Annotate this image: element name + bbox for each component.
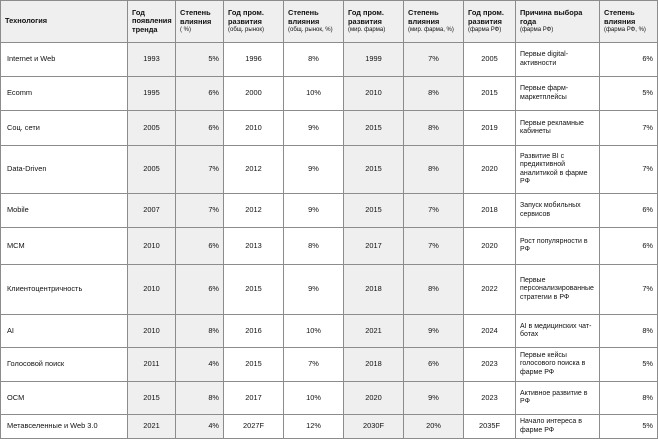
cell-impact-world-pharma: 8%	[404, 77, 464, 111]
header-subtitle: (мир. фарма, %)	[408, 27, 454, 34]
cell-year-market: 2000	[224, 77, 284, 111]
header-impact	[176, 1, 224, 43]
cell-impact-market: 9%	[284, 194, 344, 228]
cell-reason: Развитие BI с предиктивной аналитикой в фарме РФ	[516, 146, 600, 194]
header-title: Степень влияния	[604, 8, 636, 26]
header-subtitle: (фарма РФ)	[468, 27, 502, 34]
header-subtitle: ( %)	[180, 27, 191, 34]
cell-year-rf-pharma: 2015	[464, 77, 516, 111]
cell-impact: 5%	[176, 43, 224, 77]
cell-reason: Первые персонализированные стратегии в РФ	[516, 265, 600, 315]
cell-year-market: 2017	[224, 382, 284, 415]
cell-year-world-pharma: 1999	[344, 43, 404, 77]
cell-impact: 7%	[176, 194, 224, 228]
header-subtitle: (мир. фарма)	[348, 27, 386, 34]
cell-trend-year: 2010	[128, 265, 176, 315]
cell-trend-year: 2011	[128, 348, 176, 382]
cell-technology: Соц. сети	[1, 111, 128, 146]
header-subtitle: (фарма РФ)	[520, 27, 554, 34]
cell-year-world-pharma: 2020	[344, 382, 404, 415]
cell-reason: Первые фарм-маркетплейсы	[516, 77, 600, 111]
cell-reason: Активное развитие в РФ	[516, 382, 600, 415]
cell-impact-rf-pharma: 8%	[600, 315, 658, 348]
cell-impact-rf-pharma: 6%	[600, 228, 658, 265]
header-row	[1, 1, 658, 43]
cell-year-market: 2027F	[224, 415, 284, 439]
cell-technology: AI	[1, 315, 128, 348]
table-row	[1, 348, 658, 382]
cell-impact-world-pharma: 7%	[404, 43, 464, 77]
table-header	[1, 1, 658, 43]
header-subtitle: (фарма РФ, %)	[604, 27, 646, 34]
cell-impact-world-pharma: 9%	[404, 382, 464, 415]
cell-impact-rf-pharma: 5%	[600, 348, 658, 382]
cell-impact: 4%	[176, 415, 224, 439]
cell-year-world-pharma: 2021	[344, 315, 404, 348]
cell-technology: Клиентоцентричность	[1, 265, 128, 315]
cell-trend-year: 2007	[128, 194, 176, 228]
cell-impact-market: 10%	[284, 77, 344, 111]
cell-impact-rf-pharma: 7%	[600, 265, 658, 315]
header-year-rf-pharma	[464, 1, 516, 43]
cell-year-world-pharma: 2018	[344, 348, 404, 382]
cell-impact-world-pharma: 6%	[404, 348, 464, 382]
cell-impact: 7%	[176, 146, 224, 194]
cell-technology: Internet и Web	[1, 43, 128, 77]
cell-impact: 6%	[176, 228, 224, 265]
cell-year-world-pharma: 2030F	[344, 415, 404, 439]
cell-reason: Первые рекламные кабинеты	[516, 111, 600, 146]
cell-trend-year: 1993	[128, 43, 176, 77]
cell-year-rf-pharma: 2023	[464, 382, 516, 415]
cell-impact-rf-pharma: 7%	[600, 111, 658, 146]
cell-reason: Рост популярности в РФ	[516, 228, 600, 265]
cell-year-rf-pharma: 2005	[464, 43, 516, 77]
cell-trend-year: 2005	[128, 146, 176, 194]
cell-year-world-pharma: 2018	[344, 265, 404, 315]
table-row	[1, 111, 658, 146]
cell-impact: 8%	[176, 382, 224, 415]
cell-impact-rf-pharma: 5%	[600, 77, 658, 111]
cell-trend-year: 2015	[128, 382, 176, 415]
cell-impact: 8%	[176, 315, 224, 348]
cell-impact-world-pharma: 8%	[404, 265, 464, 315]
header-title: Год пром. развития	[468, 8, 504, 26]
cell-technology: Метавселенные и Web 3.0	[1, 415, 128, 439]
header-title: Год пром. развития	[348, 8, 384, 26]
cell-year-world-pharma: 2015	[344, 146, 404, 194]
header-year-market	[224, 1, 284, 43]
cell-impact-market: 9%	[284, 265, 344, 315]
cell-reason: Первые кейсы голосового поиска в фарме РФ	[516, 348, 600, 382]
cell-impact: 6%	[176, 265, 224, 315]
header-impact-world-pharma	[404, 1, 464, 43]
cell-reason: Запуск мобильных сервисов	[516, 194, 600, 228]
cell-reason: Первые digital-активности	[516, 43, 600, 77]
header-title: Степень влияния	[408, 8, 440, 26]
table-row	[1, 265, 658, 315]
cell-year-market: 2012	[224, 146, 284, 194]
cell-impact-rf-pharma: 6%	[600, 194, 658, 228]
table-row	[1, 315, 658, 348]
cell-impact-rf-pharma: 5%	[600, 415, 658, 439]
cell-trend-year: 1995	[128, 77, 176, 111]
cell-impact-world-pharma: 8%	[404, 146, 464, 194]
cell-impact-world-pharma: 7%	[404, 194, 464, 228]
header-subtitle: (общ. рынок, %)	[288, 27, 333, 34]
cell-impact-market: 9%	[284, 146, 344, 194]
cell-impact-market: 10%	[284, 315, 344, 348]
cell-impact-world-pharma: 20%	[404, 415, 464, 439]
cell-impact-market: 12%	[284, 415, 344, 439]
cell-impact-market: 7%	[284, 348, 344, 382]
table-body	[1, 43, 658, 439]
table-row	[1, 415, 658, 439]
cell-year-market: 2012	[224, 194, 284, 228]
header-technology	[1, 1, 128, 43]
cell-trend-year: 2010	[128, 228, 176, 265]
cell-impact-market: 10%	[284, 382, 344, 415]
cell-year-rf-pharma: 2022	[464, 265, 516, 315]
cell-year-rf-pharma: 2018	[464, 194, 516, 228]
cell-year-rf-pharma: 2023	[464, 348, 516, 382]
header-subtitle: (общ. рынок)	[228, 27, 264, 34]
table-row	[1, 194, 658, 228]
header-impact-market	[284, 1, 344, 43]
table-row	[1, 77, 658, 111]
cell-reason: AI в медицинских чат-ботах	[516, 315, 600, 348]
header-title: Год пром. развития	[228, 8, 264, 26]
cell-trend-year: 2021	[128, 415, 176, 439]
cell-year-world-pharma: 2015	[344, 111, 404, 146]
table-row	[1, 43, 658, 77]
cell-year-market: 2013	[224, 228, 284, 265]
header-title: Год появления тренда	[132, 7, 172, 34]
cell-impact-rf-pharma: 7%	[600, 146, 658, 194]
cell-year-market: 2016	[224, 315, 284, 348]
cell-year-world-pharma: 2015	[344, 194, 404, 228]
cell-impact-world-pharma: 7%	[404, 228, 464, 265]
cell-impact: 4%	[176, 348, 224, 382]
cell-technology: Ecomm	[1, 77, 128, 111]
header-title: Технология	[5, 16, 48, 26]
table-row	[1, 228, 658, 265]
cell-technology: Mobile	[1, 194, 128, 228]
cell-technology: Голосовой поиск	[1, 348, 128, 382]
cell-impact-world-pharma: 9%	[404, 315, 464, 348]
cell-technology: Data-Driven	[1, 146, 128, 194]
cell-impact-market: 8%	[284, 43, 344, 77]
header-title: Степень влияния	[288, 8, 320, 26]
cell-year-rf-pharma: 2019	[464, 111, 516, 146]
cell-year-market: 2015	[224, 348, 284, 382]
cell-technology: OCM	[1, 382, 128, 415]
cell-trend-year: 2005	[128, 111, 176, 146]
cell-year-market: 2015	[224, 265, 284, 315]
cell-year-rf-pharma: 2020	[464, 228, 516, 265]
cell-impact-market: 8%	[284, 228, 344, 265]
cell-year-world-pharma: 2010	[344, 77, 404, 111]
header-year-world-pharma	[344, 1, 404, 43]
cell-impact-rf-pharma: 8%	[600, 382, 658, 415]
header-title: Степень влияния	[180, 8, 212, 26]
cell-impact-rf-pharma: 6%	[600, 43, 658, 77]
cell-year-rf-pharma: 2024	[464, 315, 516, 348]
cell-year-market: 2010	[224, 111, 284, 146]
cell-year-world-pharma: 2017	[344, 228, 404, 265]
cell-reason: Начало интереса в фарме РФ	[516, 415, 600, 439]
cell-year-market: 1996	[224, 43, 284, 77]
cell-year-rf-pharma: 2035F	[464, 415, 516, 439]
cell-impact: 6%	[176, 77, 224, 111]
header-title: Причина выбора года	[520, 8, 583, 26]
table-row	[1, 146, 658, 194]
cell-impact-market: 9%	[284, 111, 344, 146]
header-impact-rf-pharma	[600, 1, 658, 43]
cell-year-rf-pharma: 2020	[464, 146, 516, 194]
cell-impact: 6%	[176, 111, 224, 146]
cell-technology: MCM	[1, 228, 128, 265]
table-row	[1, 382, 658, 415]
cell-impact-world-pharma: 8%	[404, 111, 464, 146]
header-reason	[516, 1, 600, 43]
cell-trend-year: 2010	[128, 315, 176, 348]
header-trend-year	[128, 1, 176, 43]
